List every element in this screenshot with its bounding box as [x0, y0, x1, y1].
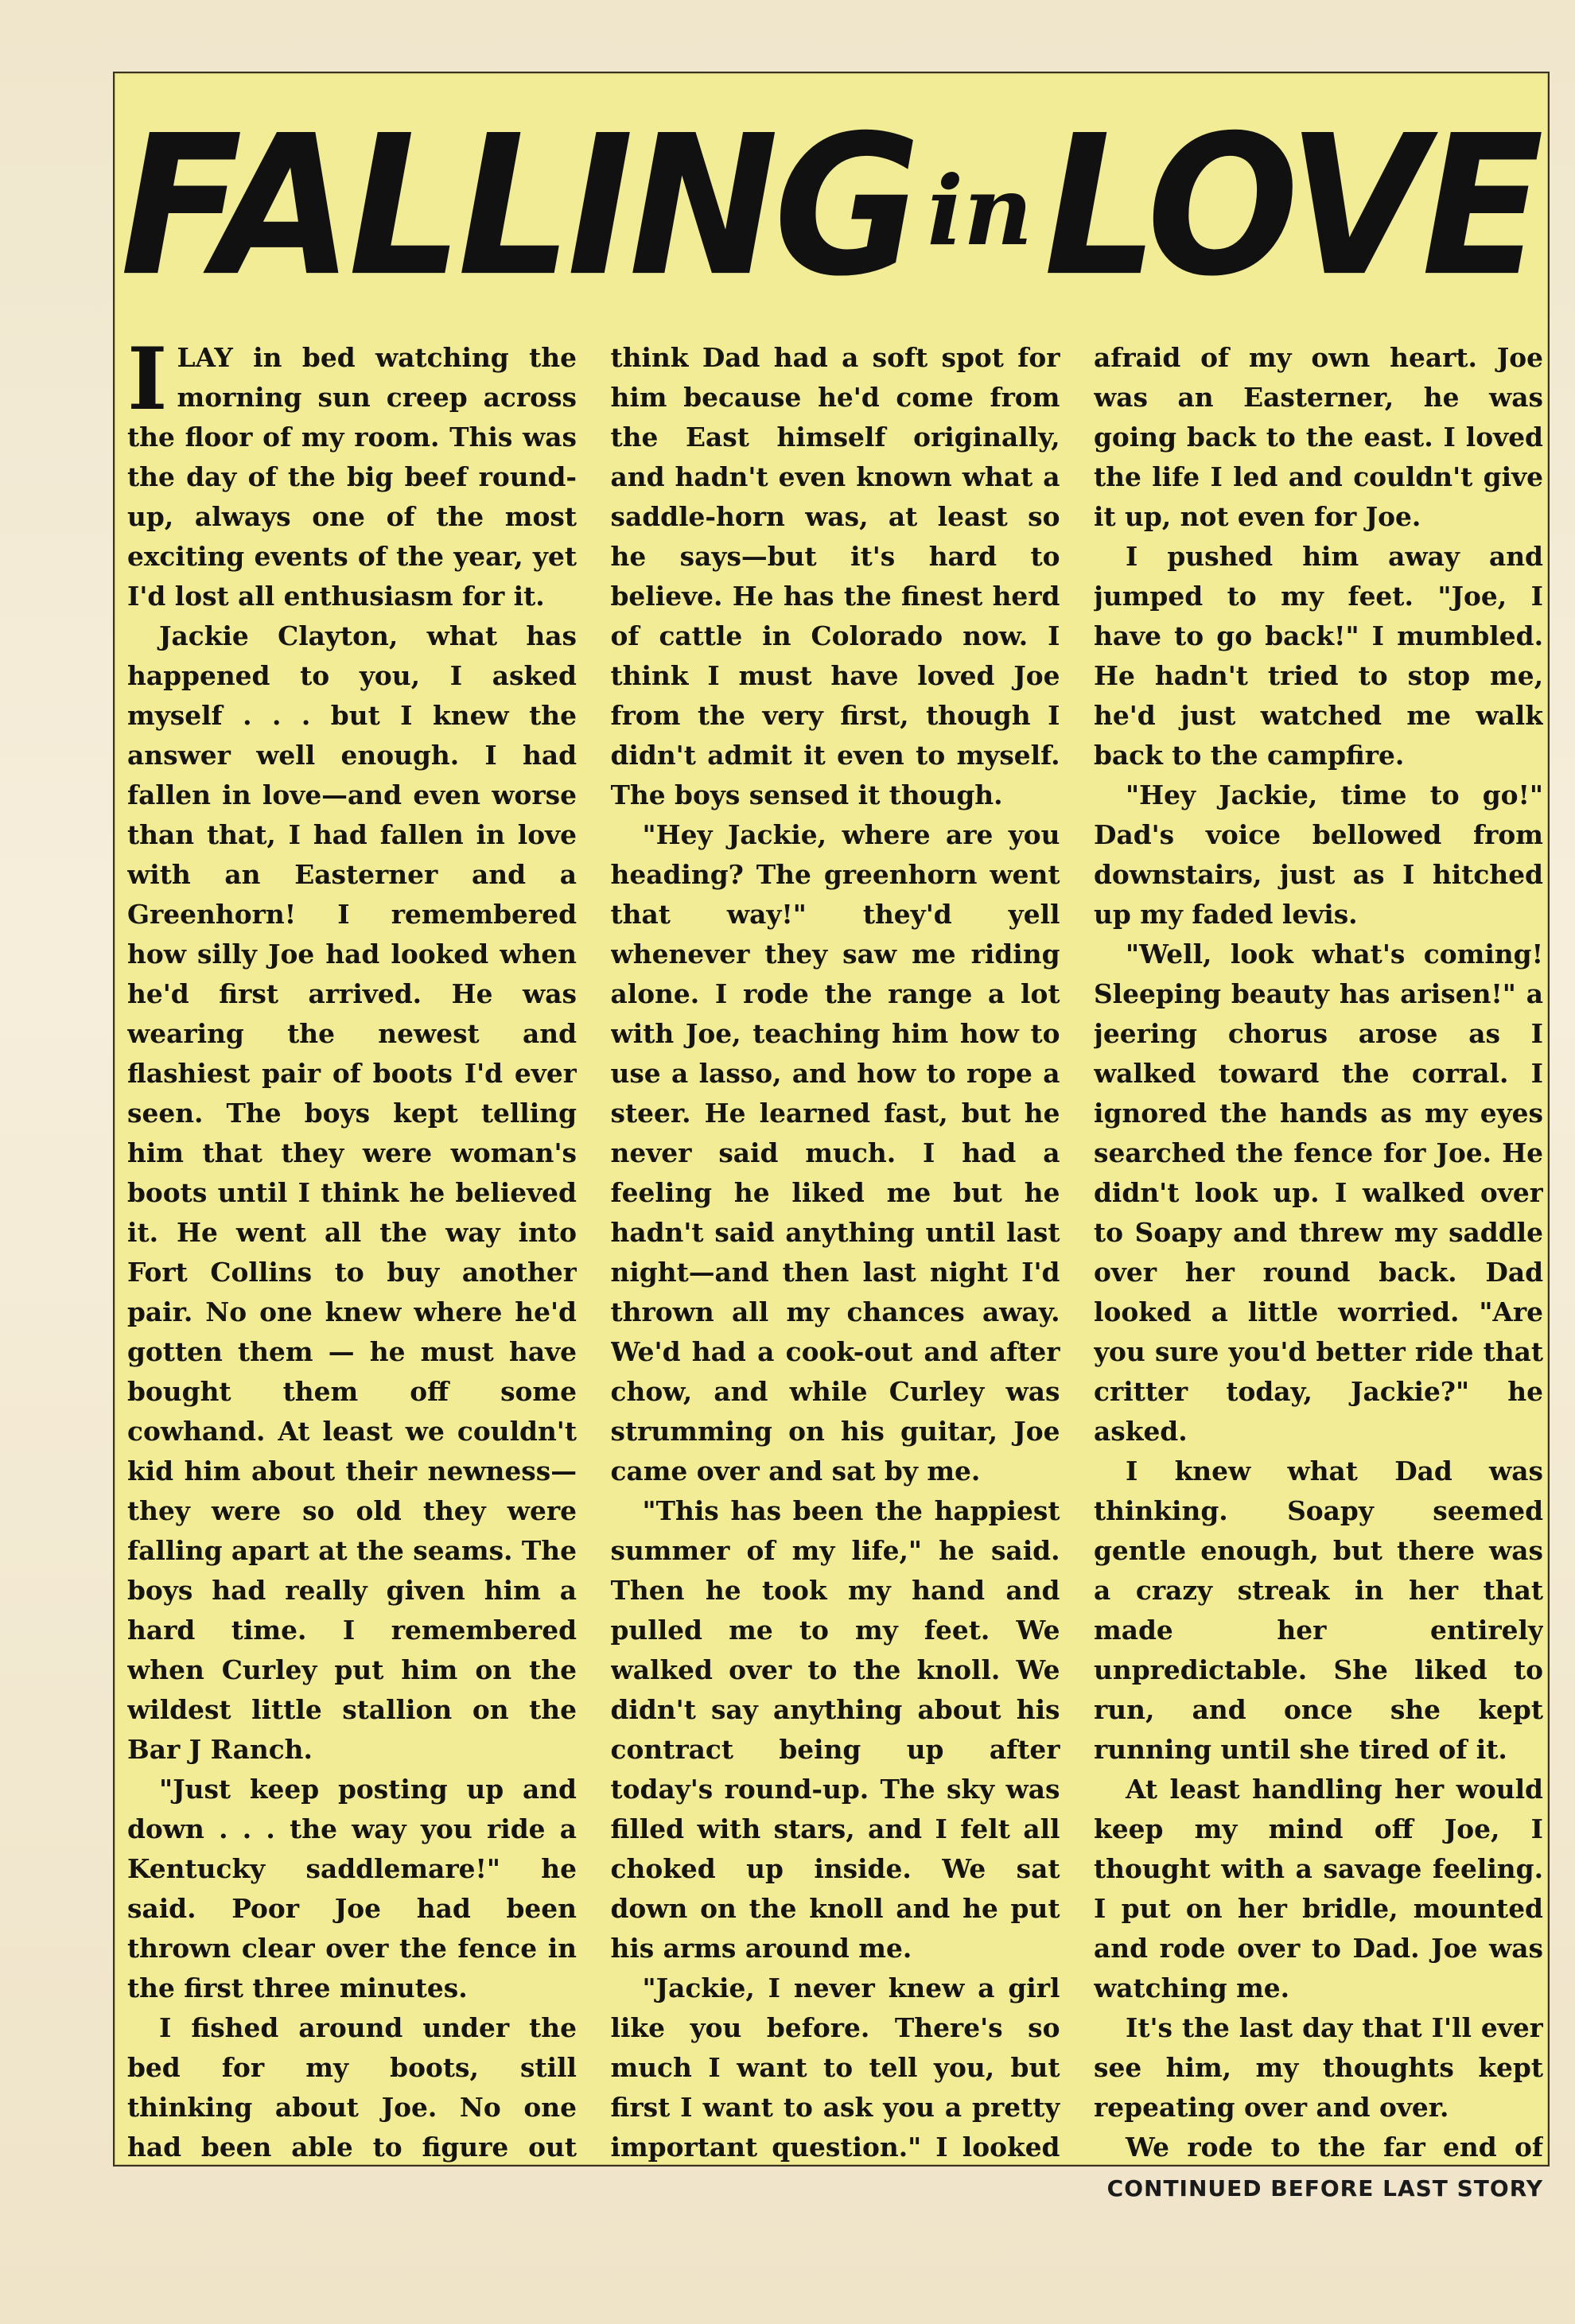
drop-cap: I: [127, 338, 168, 429]
story-title: [113, 84, 1546, 330]
paragraph: Jackie Clayton, what has happened to you, I asked myself . . . but I knew the answer well enough. I had fallen in love—and even worse than that, I had fallen in love with an Easterner and a Greenhorn! I remembered how silly Joe had looked when he'd first arrived. He was wearing the newest and flashiest pair of boots I'd ever seen. The boys kept telling him that they were woman's boots until I think he believed it. He went all the way into Fort Collins to buy another pair. No one knew where he'd gotten them — he must have bought them off some cowhand. At least we couldn't kid him about their newness—they were so old they were falling apart at the seams. The boys had really given him a hard time. I remembered when Curley put him on the wildest little stallion on the Bar J Ranch.: [127, 620, 577, 1765]
title-word-falling: FALLING: [120, 93, 916, 319]
paragraph: think Dad had a soft spot for him because he'd come from the East himself originally, and hadn't even known what a saddle-horn was, at least so he says—but it's hard to believe. He has the finest herd of cattle in Colorado now. I think I must have loved Joe from the very first, though I didn't admit it even to myself. The boys sensed it though.: [610, 342, 1060, 810]
paragraph: "Jackie, I never knew a girl like you before. There's so much I want to tell you, but first I want to ask you a pretty important question." I looked: [610, 1972, 1060, 2163]
title-word-love: LOVE: [1044, 93, 1539, 319]
column-1: [127, 338, 577, 2163]
paragraph: At least handling her would keep my mind off Joe, I thought with a savage feeling. I put on her bridle, mounted and rode over to Dad. Joe was watching me.: [1094, 1774, 1543, 2003]
paragraph: "This has been the happiest summer of my life," he said. Then he took my hand and pulled me to my feet. We walked over to the knoll. We didn't say anything about his contract being up after today's round-up. The sky was filled with stars, and I felt all choked up inside. We sat down on the knoll and he put his arms around me.: [610, 1495, 1060, 1964]
paragraph: "Hey Jackie, where are you heading? The greenhorn went that way!" they'd yell whenever they saw me riding alone. I rode the range a lot with Joe, teaching him how to use a lasso, and how to rope a steer. He learned fast, but he never said much. I had a feeling he liked me but he hadn't said anything until last night—and then last night I'd thrown all my chances away. We'd had a cook-out and after chow, and while Curley was strumming on his guitar, Joe came over and sat by me.: [610, 819, 1060, 1487]
paragraph: I LAY in bed watching the morning sun creep across the floor of my room. This was the day of the big beef round-up, always one of the most exciting events of the year, yet I'd lost all enthusiasm for it.: [127, 338, 577, 612]
paragraph: "Well, look what's coming! Sleeping beauty has arisen!" a jeering chorus arose as I walked toward the corral. I ignored the hands as my eyes searched the fence for Joe. He didn't look up. I walked over to Soapy and threw my saddle over her round back. Dad looked a little worried. "Are you sure you'd better ride that critter today, Jackie?" he asked.: [1094, 939, 1543, 1447]
paragraph: I fished around under the bed for my boots, still thinking about Joe. No one had been able to figure out: [127, 2012, 577, 2163]
paragraph: "Just keep posting up and down . . . the way you ride a Kentucky saddlemare!" he said. Poor Joe had been thrown clear over the fence in the first three minutes.: [127, 1774, 577, 2003]
paragraph: afraid of my own heart. Joe was an Easterner, he was going back to the east. I loved the life I led and couldn't give it up, not even for Joe.: [1094, 342, 1543, 532]
column-2: [611, 338, 1060, 2163]
column-3: [1094, 338, 1543, 2163]
paragraph: We rode to the far end of: [1126, 2132, 1543, 2163]
story-columns: [127, 338, 1543, 2163]
continued-notice: CONTINUED BEFORE LAST STORY: [1106, 2175, 1543, 2202]
paragraph: I pushed him away and jumped to my feet. "Joe, I have to go back!" I mumbled. He hadn't tried to stop me, he'd just watched me walk back to the campfire.: [1094, 541, 1543, 771]
title-word-in: in: [927, 155, 1033, 267]
paragraph: "Hey Jackie, time to go!" Dad's voice bellowed from downstairs, just as I hitched up my faded levis.: [1094, 779, 1543, 930]
paragraph: I knew what Dad was thinking. Soapy seemed gentle enough, but there was a crazy streak in her that made her entirely unpredictable. She liked to run, and once she kept running until she tired of it.: [1094, 1455, 1543, 1765]
paragraph: It's the last day that I'll ever see him, my thoughts kept repeating over and over.: [1094, 2012, 1543, 2123]
